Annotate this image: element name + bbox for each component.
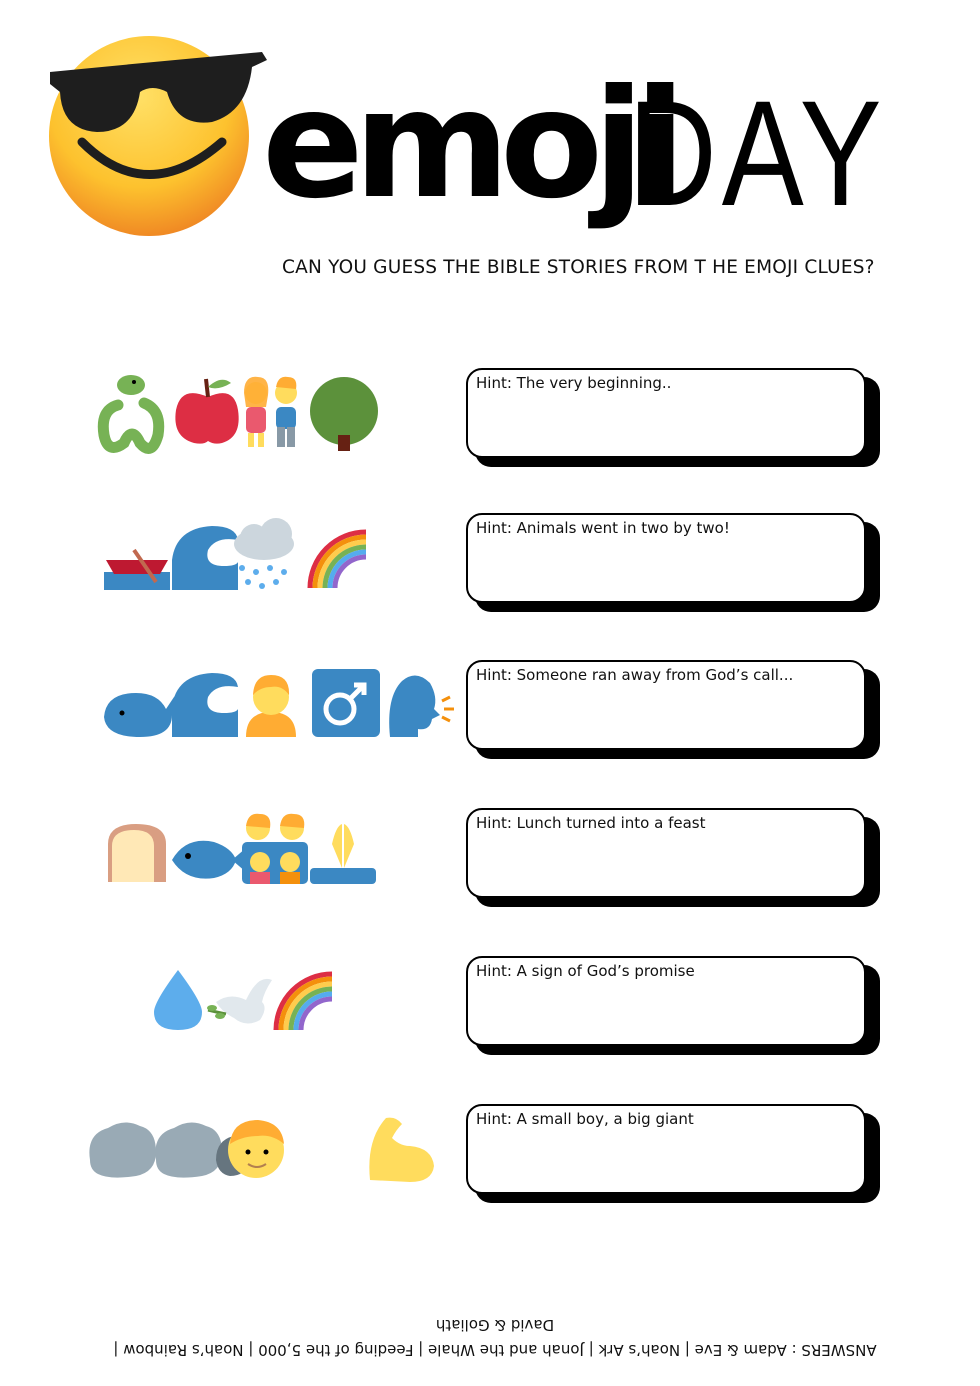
speaking-head-icon [389, 675, 454, 737]
rain-cloud-icon [234, 518, 294, 589]
answer-box-6[interactable] [466, 1104, 884, 1204]
emoji-clue-row-2 [96, 510, 456, 610]
title-day: DAY [628, 69, 887, 237]
page-subtitle: CAN YOU GUESS THE BIBLE STORIES FROM T HE EMOJI CLUES? [282, 257, 875, 278]
emoji-clue-row-3 [96, 657, 456, 757]
dove-icon [207, 979, 272, 1024]
answers-line-2: David & Goliath [435, 1316, 555, 1334]
emoji-clue-row-5 [96, 952, 456, 1052]
emoji-clue-row-1 [96, 365, 456, 465]
hint-text: Hint: The very beginning.. [476, 374, 672, 392]
emoji-clue-row-4 [96, 804, 456, 904]
canoe-icon [104, 550, 170, 590]
answer-box-1[interactable] [466, 368, 884, 468]
fish-icon [172, 841, 246, 879]
flexed-biceps-icon [369, 1118, 434, 1182]
praying-hands-icon [310, 824, 376, 884]
apple-icon [175, 379, 238, 444]
rainbow-icon [310, 532, 366, 588]
rock-boy-icon [216, 1120, 284, 1178]
rock-icon [89, 1122, 156, 1177]
title-emoji: emoji [262, 58, 676, 232]
emoji-clue-row-6 [80, 1100, 440, 1200]
hint-text: Hint: Lunch turned into a feast [476, 814, 706, 832]
couple-icon [244, 377, 297, 447]
male-sign-icon [312, 669, 380, 737]
rock-icon [155, 1122, 222, 1177]
bread-icon [108, 824, 166, 882]
tree-icon [310, 377, 378, 451]
wave-icon [172, 673, 238, 737]
droplet-icon [154, 970, 202, 1030]
wave-icon [172, 526, 238, 590]
hint-text: Hint: Animals went in two by two! [476, 519, 730, 537]
answer-box-2[interactable] [466, 513, 884, 613]
answers-line-1: ANSWERS : Adam & Eve | Noah’s Ark | Jonah and the Whale | Feeding of the 5,000 | Noah’s Rainbow | [113, 1341, 877, 1359]
rainbow-icon [276, 974, 332, 1030]
hint-text: Hint: A small boy, a big giant [476, 1110, 694, 1128]
hint-text: Hint: A sign of God’s promise [476, 962, 695, 980]
whale-icon [104, 693, 177, 737]
hint-text: Hint: Someone ran away from God’s call... [476, 666, 794, 684]
sunglasses-face-icon [42, 32, 272, 242]
answer-box-3[interactable] [466, 660, 884, 760]
family-icon [242, 814, 308, 884]
snake-icon [103, 375, 158, 448]
person-icon [246, 675, 296, 737]
answer-box-5[interactable] [466, 956, 884, 1056]
answer-box-4[interactable] [466, 808, 884, 908]
answers-upside-down [60, 1312, 930, 1362]
